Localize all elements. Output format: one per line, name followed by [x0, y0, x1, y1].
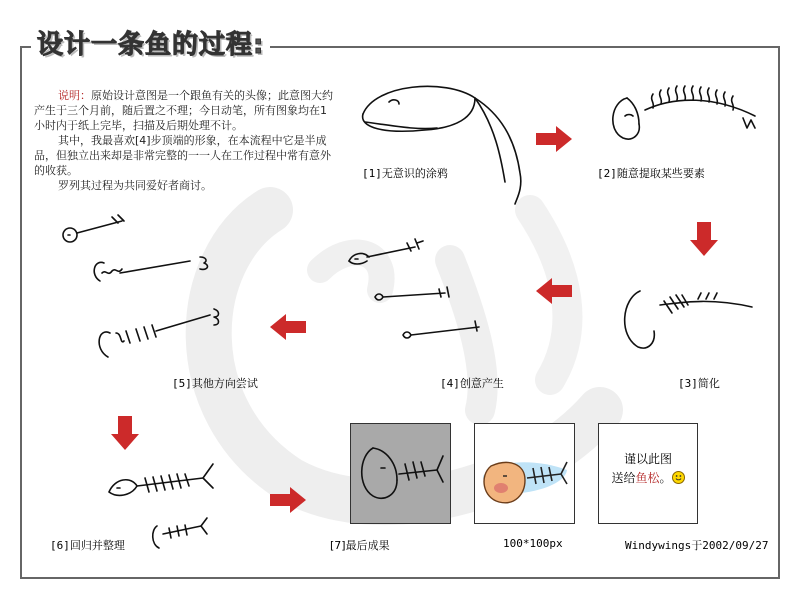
step7-label: [7]最后成果 — [330, 539, 390, 552]
final-result-box — [350, 423, 451, 524]
dedication-box — [598, 423, 698, 524]
smiley-icon — [672, 471, 685, 484]
step2-label: [2]随意提取某些要素 — [597, 167, 705, 180]
step2-elements-sketch — [605, 80, 765, 160]
step5-alternatives-sketch — [60, 215, 240, 365]
red-arrow-icon — [270, 314, 306, 340]
step1-label: [1]无意识的涂鸦 — [362, 167, 448, 180]
step3-label: [3]简化 — [678, 377, 720, 390]
avatar-preview-box — [474, 423, 575, 524]
fish-avatar-image — [475, 424, 575, 524]
red-arrow-icon — [536, 126, 572, 152]
description-para-1: 说明：原始设计意图是一个跟鱼有关的头像；此意图大约产生于三个月前，随后置之不理；今日动笔，所有图象均在1小时内于纸上完毕，扫描及后期处理不计。 — [34, 89, 333, 132]
description-label: 说明： — [58, 89, 91, 102]
recipient-name: 鱼松 — [635, 471, 660, 485]
step5-label: [5]其他方向尝试 — [172, 377, 258, 390]
red-arrow-icon — [270, 487, 306, 513]
size-label: 100*100px — [503, 537, 563, 550]
step3-simplified-sketch — [618, 285, 758, 355]
step6-label: [6]回归并整理 — [50, 539, 125, 552]
description — [34, 88, 334, 193]
title-bar — [31, 29, 270, 61]
step4-idea-sketch — [345, 235, 485, 355]
red-arrow-icon — [536, 278, 572, 304]
credit-text: Windywings于2002/09/27 — [625, 539, 769, 552]
red-arrow-icon — [111, 416, 139, 450]
description-para-3: 罗列其过程为共同爱好者商讨。 — [58, 179, 212, 192]
step4-label: [4]创意产生 — [440, 377, 504, 390]
step1-doodle-sketch — [355, 78, 535, 208]
dedication-line-2: 送给鱼松。 — [599, 469, 697, 488]
page-title: 设计一条鱼的过程: — [37, 30, 265, 60]
final-fish-sketch — [351, 424, 451, 524]
red-arrow-icon — [690, 222, 718, 256]
description-para-2: 其中，我最喜欢[4]步顶端的形象，在本流程中它是半成品，但独立出来却是非常完整的一一人在工作过程中常有意外的收获。 — [34, 134, 331, 177]
dedication-line-1: 谨以此图 — [623, 452, 672, 466]
